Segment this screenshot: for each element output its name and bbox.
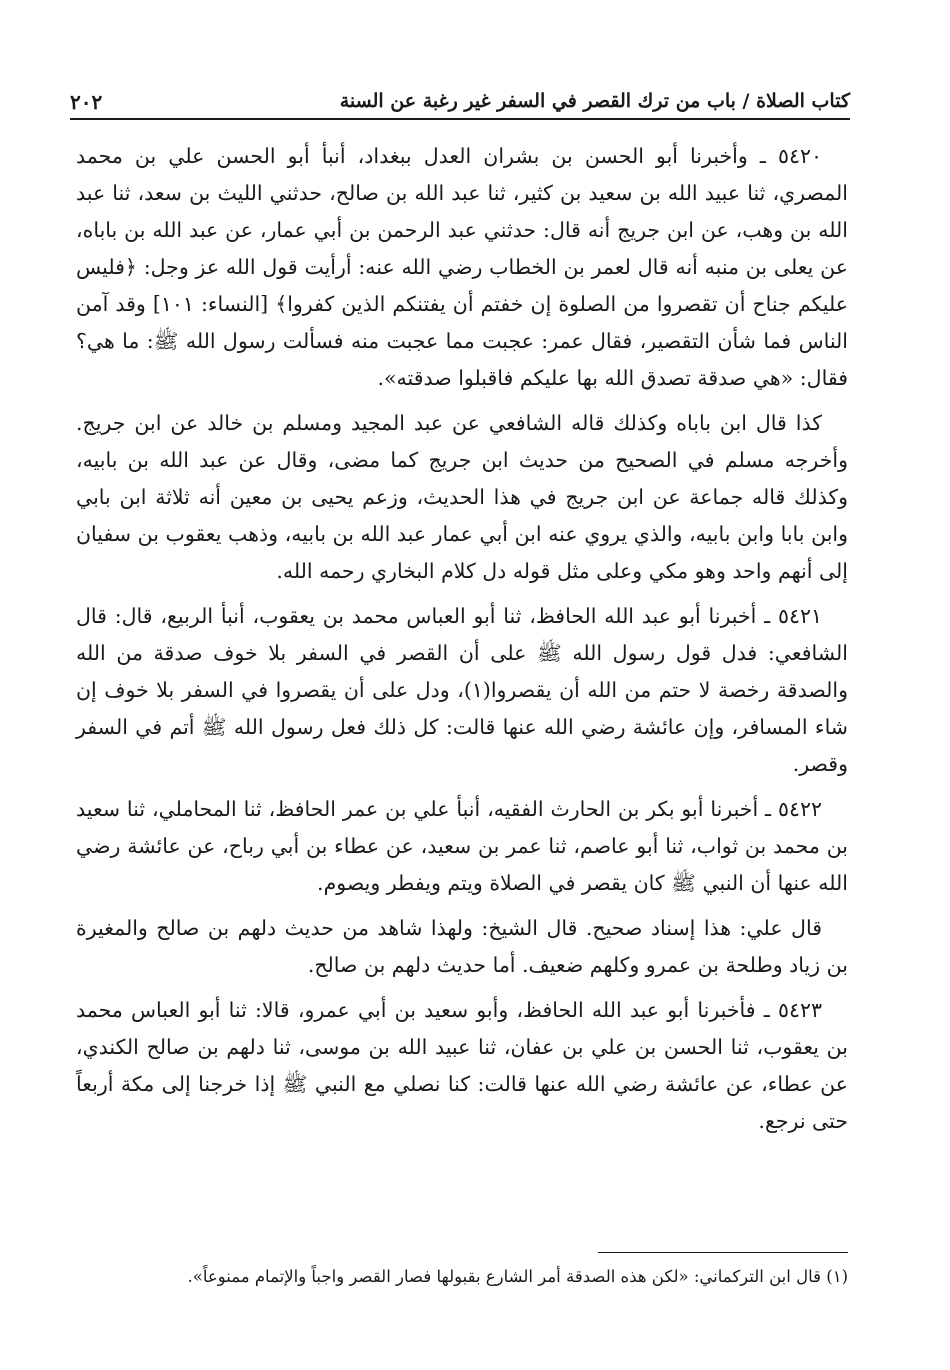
commentary-paragraph: قال علي: هذا إسناد صحيح. قال الشيخ: ولهذا شاهد من حديث دلهم بن صالح والمغيرة بن زياد وطلحة بن عمرو وكلهم ضعيف. أما حديث دلهم بن صالح. (76, 916, 848, 977)
running-title: كتاب الصلاة / باب من ترك القصر في السفر غير رغبة عن السنة (339, 90, 850, 112)
footnote: (١) قال ابن التركماني: «لكن هذه الصدقة أمر الشارع بقبولها فصار القصر واجباً والإتمام ممنوعاً». (187, 1267, 848, 1286)
hadith-5423-paragraph: ٥٤٢٣ ـ فأخبرنا أبو عبد الله الحافظ، وأبو سعيد بن أبي عمرو، قالا: ثنا أبو العباس محمد بن يعقوب، ثنا الحسن بن علي بن عفان، ثنا عبيد الله بن موسى، ثنا دلهم بن صالح الكندي، عن عطاء، عن عائشة رضي الله عنها قالت: كنا نصلي مع النبي ﷺ إذا خرجنا إلى مكة أربعاً حتى نرجع. (76, 998, 848, 1133)
hadith-5421-paragraph: ٥٤٢١ ـ أخبرنا أبو عبد الله الحافظ، ثنا أبو العباس محمد بن يعقوب، أنبأ الربيع، قال: قال الشافعي: فدل قول رسول الله ﷺ على أن القصر في السفر بلا خوف صدقة من الله والصدقة رخصة لا حتم من الله أن يقصروا(١)، ودل على أن يقصروا في السفر بلا خوف إن شاء المسافر، وإن عائشة رضي الله عنها قالت: كل ذلك فعل رسول الله ﷺ أتم في السفر وقصر. (76, 604, 849, 776)
page-number: ٢٠٢ (70, 90, 103, 114)
running-header (70, 84, 850, 120)
hadith-5422-paragraph: ٥٤٢٢ ـ أخبرنا أبو بكر بن الحارث الفقيه، أنبأ علي بن عمر الحافظ، ثنا المحاملي، ثنا سعيد بن محمد بن ثواب، ثنا أبو عاصم، ثنا عمر بن سعيد، عن عطاء بن أبي رباح، عن عائشة رضي الله عنها أن النبي ﷺ كان يقصر في الصلاة ويتم ويفطر ويصوم. (76, 797, 848, 895)
footnote-separator (598, 1252, 848, 1253)
main-text (76, 138, 848, 1148)
commentary-paragraph: كذا قال ابن باباه وكذلك قاله الشافعي عن عبد المجيد ومسلم بن خالد عن ابن جريج. وأخرجه مسلم في الصحيح من حديث ابن جريج كما مضى، وقال عن عبد الله بن بابيه، وكذلك قاله جماعة عن ابن جريج في هذا الحديث، وزعم يحيى بن معين أنه ثلاثة ابن بابي وابن بابا وابن بابيه، والذي يروي عنه ابن أبي عمار عبد الله بن بابيه، وذهب يعقوب بن سفيان إلى أنهم واحد وهو مكي وعلى مثل قوله دل كلام البخاري رحمه الله. (76, 411, 848, 583)
hadith-5420-paragraph: ٥٤٢٠ ـ وأخبرنا أبو الحسن بن بشران العدل ببغداد، أنبأ أبو الحسن علي بن محمد المصري، ثنا عبيد الله بن سعيد بن كثير، ثنا عبد الله بن صالح، حدثني الليث بن سعد، ثنا عبد الله بن وهب، عن ابن جريج أنه قال: حدثني عبد الرحمن بن أبي عمار، عن عبد الله بن باباه، عن يعلى بن منبه أنه قال لعمر بن الخطاب رضي الله عنه: أرأيت قول الله عز وجل: ﴿فليس عليكم جناح أن تقصروا من الصلوة إن خفتم أن يفتنكم الذين كفروا﴾ [النساء: ١٠١] وقد آمن الناس فما شأن التقصير، فقال عمر: عجبت مما عجبت منه فسألت رسول الله ﷺ: ما هي؟ فقال: «هي صدقة تصدق الله بها عليكم فاقبلوا صدقته». (76, 144, 848, 390)
